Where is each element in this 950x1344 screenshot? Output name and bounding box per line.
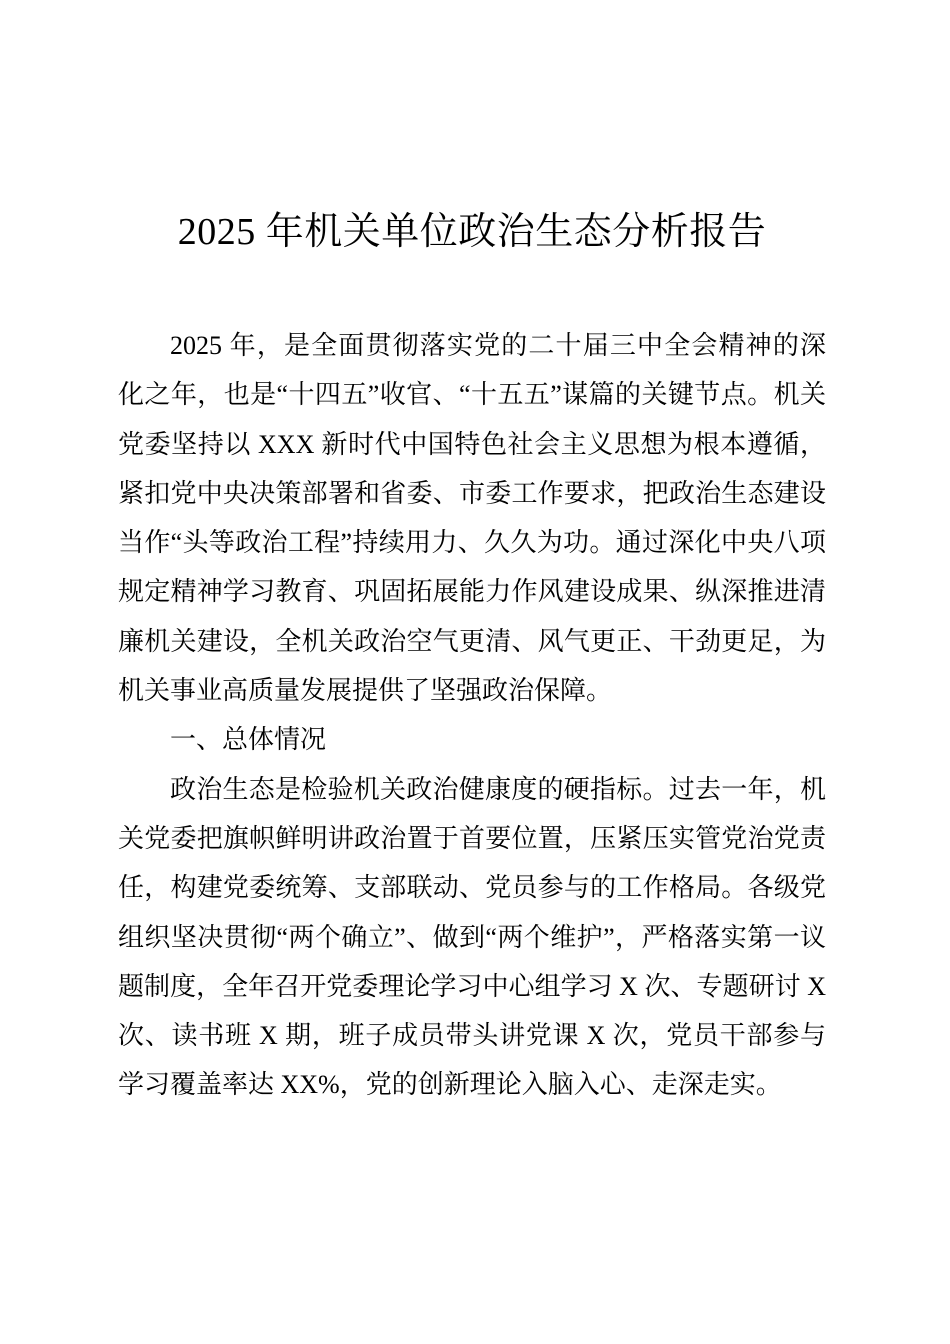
document-title — [118, 205, 826, 259]
section-heading-overview: 一、总体情况 — [170, 725, 327, 755]
overview-paragraph: 政治生态是检验机关政治健康度的硬指标。过去一年，机关党委把旗帜鲜明讲政治置于首要位置，压紧压实管党治党责任，构建党委统筹、支部联动、党员参与的工作格局。各级党组织坚决贯彻“两个确立”、做到“两个维护”，严格落实第一议题制度，全年召开党委理论学习中心组学习 X 次、专题研讨 X 次、读书班 X 期，班子成员带头讲党课 X 次，党员干部参与学习覆盖率达 XX%，党的创新理论入脑入心、走深走实。 — [118, 774, 826, 1100]
intro-paragraph: 2025 年，是全面贯彻落实党的二十届三中全会精神的深化之年，也是“十四五”收官、“十五五”谋篇的关键节点。机关党委坚持以 XXX 新时代中国特色社会主义思想为根本遵循，紧扣党中央决策部署和省委、市委工作要求，把政治生态建设当作“头等政治工程”持续用力、久久为功。通过深化中央八项规定精神学习教育、巩固拓展能力作风建设成果、纵深推进清廉机关建设，全机关政治空气更清、风气更正、干劲更足，为机关事业高质量发展提供了坚强政治保障。 — [118, 331, 826, 706]
document-title-text: 2025 年机关单位政治生态分析报告 — [177, 211, 767, 253]
